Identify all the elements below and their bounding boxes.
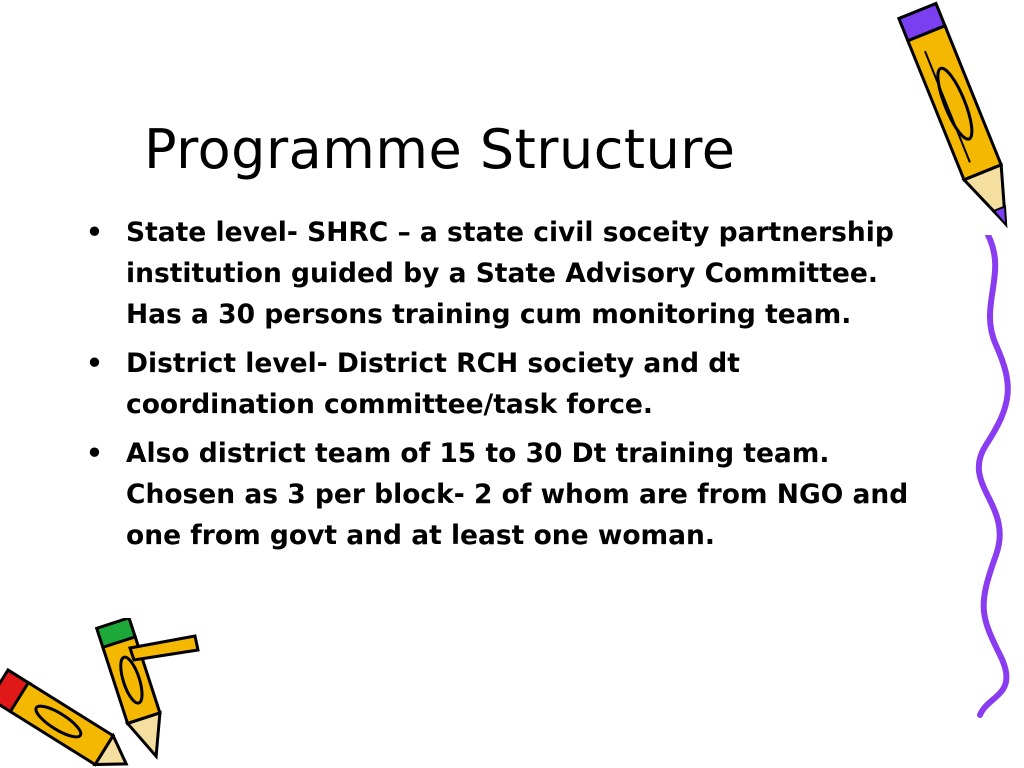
bullet-item: [86, 433, 926, 556]
pencil-icon: [860, 0, 1010, 245]
slide-title: Programme Structure: [144, 118, 736, 181]
squiggle-line: [968, 235, 1024, 720]
bullet-text: State level- SHRC – a state civil soceity partnership institution guided by a State Advisory Committee. Has a 30 persons training cum monitoring team.: [126, 217, 894, 330]
bullet-item: [86, 212, 926, 335]
bullet-marker: •: [86, 217, 103, 248]
bullet-list: [86, 212, 926, 564]
bullet-marker: •: [86, 348, 103, 379]
bullet-item: [86, 343, 926, 425]
bullet-text: District level- District RCH society and dt coordination committee/task force.: [126, 348, 740, 420]
pencil-icon: [0, 660, 150, 768]
bullet-text: Also district team of 15 to 30 Dt training team. Chosen as 3 per block- 2 of whom are from NGO and one from govt and at least one woman.: [126, 438, 909, 551]
bullet-marker: •: [86, 438, 103, 469]
